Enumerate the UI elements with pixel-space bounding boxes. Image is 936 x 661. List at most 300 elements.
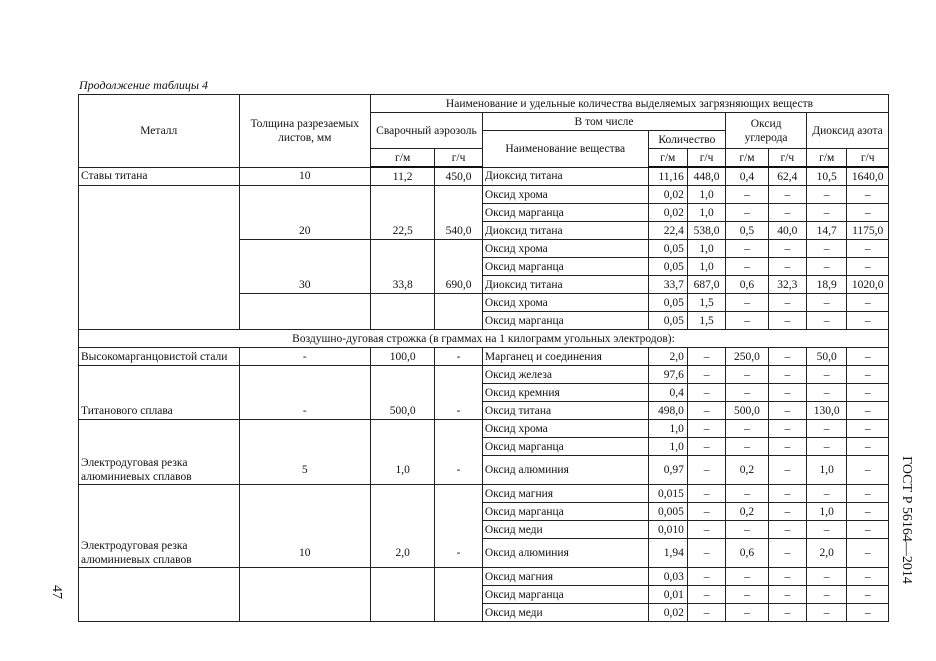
quantity-gm-cell: 0,010 xyxy=(648,521,687,539)
header-unit-gm: г/м xyxy=(726,149,768,168)
no2-gh-cell: – xyxy=(847,503,889,521)
substance-name-cell: Оксид магния xyxy=(482,485,648,503)
header-unit-gm: г/м xyxy=(371,149,435,168)
co-gh-cell: – xyxy=(768,402,806,420)
no2-gh-cell: 1175,0 xyxy=(847,222,889,240)
substance-name-cell: Диоксид титана xyxy=(482,167,648,186)
header-metal: Металл xyxy=(79,95,240,168)
aerosol-gm-cell: 2,0 xyxy=(371,539,435,568)
aerosol-gm-cell: 100,0 xyxy=(371,348,435,366)
thickness-cell xyxy=(239,186,371,204)
metal-cell xyxy=(79,294,240,312)
aerosol-gh-cell xyxy=(435,258,483,276)
metal-cell xyxy=(79,438,240,456)
metal-cell: Высокомарганцовистой стали xyxy=(79,348,240,366)
thickness-cell xyxy=(239,586,371,604)
quantity-gh-cell: 1,5 xyxy=(687,312,725,330)
co-gm-cell: – xyxy=(726,604,768,622)
quantity-gm-cell: 22,4 xyxy=(648,222,687,240)
co-gm-cell: – xyxy=(726,586,768,604)
no2-gh-cell: – xyxy=(847,604,889,622)
aerosol-gm-cell xyxy=(371,384,435,402)
header-thickness: Толщина разрезаемых листов, мм xyxy=(239,95,371,168)
substance-name-cell: Оксид марганца xyxy=(482,258,648,276)
no2-gh-cell: – xyxy=(847,348,889,366)
thickness-cell xyxy=(239,366,371,384)
header-unit-gh: г/ч xyxy=(687,149,725,168)
header-substances-title: Наименование и удельные количества выделяемых загрязняющих веществ xyxy=(371,95,889,113)
metal-cell xyxy=(79,222,240,240)
quantity-gh-cell: 538,0 xyxy=(687,222,725,240)
no2-gm-cell: – xyxy=(806,384,846,402)
quantity-gm-cell: 0,02 xyxy=(648,204,687,222)
aerosol-gm-cell xyxy=(371,485,435,503)
metal-cell xyxy=(79,240,240,258)
table-body-part2 xyxy=(79,348,889,622)
no2-gm-cell: – xyxy=(806,186,846,204)
no2-gm-cell: – xyxy=(806,204,846,222)
co-gh-cell: – xyxy=(768,312,806,330)
no2-gh-cell: 1020,0 xyxy=(847,276,889,294)
thickness-cell xyxy=(239,240,371,258)
metal-cell xyxy=(79,604,240,622)
table-row xyxy=(79,521,889,539)
thickness-cell xyxy=(239,568,371,586)
thickness-cell xyxy=(239,438,371,456)
co-gm-cell: 0,5 xyxy=(726,222,768,240)
no2-gm-cell: 130,0 xyxy=(806,402,846,420)
metal-cell xyxy=(79,312,240,330)
table-row xyxy=(79,384,889,402)
aerosol-gh-cell xyxy=(435,521,483,539)
table-row xyxy=(79,222,889,240)
thickness-cell: 30 xyxy=(239,276,371,294)
table-row xyxy=(79,204,889,222)
co-gm-cell: 0,2 xyxy=(726,456,768,485)
quantity-gh-cell: – xyxy=(687,485,725,503)
aerosol-gm-cell: 11,2 xyxy=(371,167,435,186)
quantity-gh-cell: – xyxy=(687,503,725,521)
quantity-gh-cell: 1,5 xyxy=(687,294,725,312)
table-row xyxy=(79,312,889,330)
thickness-cell xyxy=(239,420,371,438)
metal-cell xyxy=(79,568,240,586)
substance-name-cell: Оксид марганца xyxy=(482,503,648,521)
table-row xyxy=(79,186,889,204)
quantity-gm-cell: 2,0 xyxy=(648,348,687,366)
no2-gh-cell: – xyxy=(847,586,889,604)
metal-cell xyxy=(79,366,240,384)
no2-gm-cell: – xyxy=(806,366,846,384)
table-row xyxy=(79,258,889,276)
table-row xyxy=(79,438,889,456)
co-gm-cell: – xyxy=(726,438,768,456)
aerosol-gh-cell xyxy=(435,420,483,438)
quantity-gm-cell: 0,005 xyxy=(648,503,687,521)
thickness-cell xyxy=(239,258,371,276)
no2-gm-cell: – xyxy=(806,604,846,622)
substance-name-cell: Оксид хрома xyxy=(482,294,648,312)
aerosol-gh-cell: - xyxy=(435,456,483,485)
co-gh-cell: 32,3 xyxy=(768,276,806,294)
co-gm-cell: – xyxy=(726,521,768,539)
quantity-gh-cell: 1,0 xyxy=(687,258,725,276)
table-row xyxy=(79,485,889,503)
quantity-gm-cell: 0,05 xyxy=(648,240,687,258)
substance-name-cell: Оксид марганца xyxy=(482,312,648,330)
co-gh-cell: 62,4 xyxy=(768,167,806,186)
substance-name-cell: Диоксид титана xyxy=(482,222,648,240)
co-gh-cell: – xyxy=(768,240,806,258)
co-gm-cell: – xyxy=(726,294,768,312)
quantity-gm-cell: 1,94 xyxy=(648,539,687,568)
table-body-part1 xyxy=(79,167,889,330)
aerosol-gm-cell: 22,5 xyxy=(371,222,435,240)
aerosol-gm-cell xyxy=(371,366,435,384)
no2-gh-cell: 1640,0 xyxy=(847,167,889,186)
quantity-gh-cell: – xyxy=(687,438,725,456)
co-gh-cell: – xyxy=(768,366,806,384)
aerosol-gh-cell xyxy=(435,586,483,604)
thickness-cell: 10 xyxy=(239,167,371,186)
thickness-cell xyxy=(239,384,371,402)
quantity-gm-cell: 0,03 xyxy=(648,568,687,586)
aerosol-gm-cell xyxy=(371,521,435,539)
header-quantity: Количество xyxy=(648,131,726,149)
no2-gm-cell: – xyxy=(806,485,846,503)
aerosol-gm-cell xyxy=(371,568,435,586)
co-gh-cell: – xyxy=(768,384,806,402)
substance-name-cell: Марганец и соединения xyxy=(482,348,648,366)
quantity-gm-cell: 33,7 xyxy=(648,276,687,294)
co-gm-cell: – xyxy=(726,384,768,402)
substance-name-cell: Оксид марганца xyxy=(482,586,648,604)
substance-name-cell: Оксид меди xyxy=(482,604,648,622)
quantity-gm-cell: 0,01 xyxy=(648,586,687,604)
metal-cell xyxy=(79,258,240,276)
co-gh-cell: – xyxy=(768,294,806,312)
metal-cell xyxy=(79,586,240,604)
substance-name-cell: Оксид алюминия xyxy=(482,456,648,485)
no2-gh-cell: – xyxy=(847,568,889,586)
aerosol-gh-cell: - xyxy=(435,348,483,366)
no2-gh-cell: – xyxy=(847,204,889,222)
table-row xyxy=(79,586,889,604)
thickness-cell xyxy=(239,204,371,222)
aerosol-gm-cell xyxy=(371,604,435,622)
no2-gh-cell: – xyxy=(847,539,889,568)
metal-cell xyxy=(79,186,240,204)
thickness-cell: - xyxy=(239,348,371,366)
quantity-gm-cell: 0,4 xyxy=(648,384,687,402)
aerosol-gh-cell xyxy=(435,204,483,222)
co-gh-cell: – xyxy=(768,456,806,485)
aerosol-gm-cell xyxy=(371,186,435,204)
metal-cell xyxy=(79,420,240,438)
table-row xyxy=(79,503,889,521)
co-gh-cell: – xyxy=(768,420,806,438)
co-gm-cell: – xyxy=(726,240,768,258)
no2-gh-cell: – xyxy=(847,294,889,312)
section-row xyxy=(79,330,889,348)
thickness-cell xyxy=(239,503,371,521)
co-gm-cell: 250,0 xyxy=(726,348,768,366)
table-row xyxy=(79,294,889,312)
quantity-gh-cell: – xyxy=(687,456,725,485)
page-number: 47 xyxy=(49,585,64,599)
quantity-gh-cell: – xyxy=(687,586,725,604)
section-row-group xyxy=(79,330,889,348)
no2-gh-cell: – xyxy=(847,456,889,485)
substance-name-cell: Оксид алюминия xyxy=(482,539,648,568)
quantity-gm-cell: 0,97 xyxy=(648,456,687,485)
no2-gm-cell: – xyxy=(806,521,846,539)
table-row xyxy=(79,348,889,366)
quantity-gh-cell: 448,0 xyxy=(687,167,725,186)
aerosol-gh-cell xyxy=(435,294,483,312)
co-gh-cell: – xyxy=(768,438,806,456)
co-gh-cell: – xyxy=(768,604,806,622)
quantity-gh-cell: – xyxy=(687,366,725,384)
co-gh-cell: – xyxy=(768,503,806,521)
aerosol-gh-cell: - xyxy=(435,402,483,420)
substance-name-cell: Диоксид титана xyxy=(482,276,648,294)
table-row xyxy=(79,366,889,384)
thickness-cell: 20 xyxy=(239,222,371,240)
co-gh-cell: – xyxy=(768,521,806,539)
co-gm-cell: – xyxy=(726,568,768,586)
aerosol-gm-cell xyxy=(371,503,435,521)
table-row xyxy=(79,240,889,258)
aerosol-gm-cell xyxy=(371,438,435,456)
thickness-cell xyxy=(239,521,371,539)
no2-gm-cell: 14,7 xyxy=(806,222,846,240)
metal-cell xyxy=(79,521,240,539)
co-gm-cell: – xyxy=(726,366,768,384)
quantity-gm-cell: 0,015 xyxy=(648,485,687,503)
aerosol-gm-cell: 33,8 xyxy=(371,276,435,294)
quantity-gh-cell: – xyxy=(687,384,725,402)
co-gh-cell: – xyxy=(768,539,806,568)
no2-gm-cell: – xyxy=(806,240,846,258)
quantity-gh-cell: – xyxy=(687,348,725,366)
substance-name-cell: Оксид титана xyxy=(482,402,648,420)
metal-cell xyxy=(79,384,240,402)
no2-gh-cell: – xyxy=(847,485,889,503)
quantity-gh-cell: – xyxy=(687,521,725,539)
table-row xyxy=(79,456,889,485)
aerosol-gm-cell xyxy=(371,420,435,438)
no2-gh-cell: – xyxy=(847,240,889,258)
no2-gh-cell: – xyxy=(847,521,889,539)
table-row xyxy=(79,568,889,586)
aerosol-gh-cell: - xyxy=(435,539,483,568)
aerosol-gh-cell xyxy=(435,240,483,258)
co-gm-cell: 0,6 xyxy=(726,276,768,294)
quantity-gm-cell: 1,0 xyxy=(648,438,687,456)
quantity-gh-cell: – xyxy=(687,604,725,622)
co-gh-cell: – xyxy=(768,186,806,204)
co-gm-cell: 0,4 xyxy=(726,167,768,186)
no2-gm-cell: – xyxy=(806,420,846,438)
no2-gm-cell: – xyxy=(806,312,846,330)
quantity-gh-cell: – xyxy=(687,420,725,438)
metal-cell: Ставы титана xyxy=(79,167,240,186)
header-including: В том числе xyxy=(482,113,725,131)
no2-gm-cell: 10,5 xyxy=(806,167,846,186)
aerosol-gm-cell xyxy=(371,240,435,258)
co-gh-cell: – xyxy=(768,348,806,366)
header-substance-name: Наименование вещества xyxy=(482,131,648,168)
co-gh-cell: 40,0 xyxy=(768,222,806,240)
aerosol-gm-cell xyxy=(371,312,435,330)
thickness-cell xyxy=(239,485,371,503)
no2-gh-cell: – xyxy=(847,312,889,330)
co-gh-cell: – xyxy=(768,258,806,276)
thickness-cell xyxy=(239,604,371,622)
substance-name-cell: Оксид меди xyxy=(482,521,648,539)
metal-cell xyxy=(79,204,240,222)
aerosol-gh-cell xyxy=(435,366,483,384)
table-row xyxy=(79,402,889,420)
header-unit-gh: г/ч xyxy=(768,149,806,168)
quantity-gm-cell: 498,0 xyxy=(648,402,687,420)
header-unit-gh: г/ч xyxy=(847,149,889,168)
no2-gh-cell: – xyxy=(847,384,889,402)
co-gh-cell: – xyxy=(768,485,806,503)
aerosol-gh-cell: 540,0 xyxy=(435,222,483,240)
aerosol-gh-cell xyxy=(435,312,483,330)
substance-name-cell: Оксид хрома xyxy=(482,186,648,204)
aerosol-gm-cell: 1,0 xyxy=(371,456,435,485)
substance-name-cell: Оксид кремния xyxy=(482,384,648,402)
aerosol-gm-cell xyxy=(371,294,435,312)
gost-code: ГОСТ Р 56164—2014 xyxy=(899,456,914,584)
no2-gm-cell: 50,0 xyxy=(806,348,846,366)
quantity-gm-cell: 0,05 xyxy=(648,294,687,312)
quantity-gh-cell: 1,0 xyxy=(687,204,725,222)
no2-gm-cell: – xyxy=(806,586,846,604)
quantity-gm-cell: 0,02 xyxy=(648,186,687,204)
substance-name-cell: Оксид хрома xyxy=(482,420,648,438)
no2-gh-cell: – xyxy=(847,366,889,384)
quantity-gh-cell: 1,0 xyxy=(687,186,725,204)
no2-gh-cell: – xyxy=(847,186,889,204)
header-co: Оксид углерода xyxy=(726,113,807,149)
substance-name-cell: Оксид марганца xyxy=(482,204,648,222)
quantity-gh-cell: – xyxy=(687,568,725,586)
no2-gm-cell: 1,0 xyxy=(806,503,846,521)
co-gm-cell: – xyxy=(726,420,768,438)
table-row xyxy=(79,420,889,438)
no2-gm-cell: – xyxy=(806,258,846,276)
aerosol-gm-cell xyxy=(371,204,435,222)
no2-gm-cell: – xyxy=(806,568,846,586)
metal-cell xyxy=(79,503,240,521)
aerosol-gh-cell: 690,0 xyxy=(435,276,483,294)
substance-name-cell: Оксид марганца xyxy=(482,438,648,456)
section-title: Воздушно-дуговая строжка (в граммах на 1 килограмм угольных электродов): xyxy=(79,330,889,348)
aerosol-gm-cell xyxy=(371,586,435,604)
header-unit-gm: г/м xyxy=(648,149,687,168)
quantity-gm-cell: 11,16 xyxy=(648,167,687,186)
aerosol-gh-cell xyxy=(435,503,483,521)
aerosol-gm-cell xyxy=(371,258,435,276)
aerosol-gh-cell xyxy=(435,485,483,503)
thickness-cell xyxy=(239,312,371,330)
quantity-gh-cell: 687,0 xyxy=(687,276,725,294)
quantity-gm-cell: 0,05 xyxy=(648,258,687,276)
co-gm-cell: – xyxy=(726,204,768,222)
thickness-cell: - xyxy=(239,402,371,420)
no2-gh-cell: – xyxy=(847,420,889,438)
aerosol-gh-cell xyxy=(435,186,483,204)
table-row xyxy=(79,539,889,568)
no2-gm-cell: 2,0 xyxy=(806,539,846,568)
emissions-table xyxy=(78,94,889,622)
co-gm-cell: – xyxy=(726,258,768,276)
thickness-cell: 5 xyxy=(239,456,371,485)
no2-gm-cell: 1,0 xyxy=(806,456,846,485)
no2-gm-cell: – xyxy=(806,294,846,312)
header-unit-gh: г/ч xyxy=(435,149,483,168)
co-gh-cell: – xyxy=(768,204,806,222)
co-gm-cell: – xyxy=(726,186,768,204)
metal-cell: Электродуговая резка алюминиевых сплавов xyxy=(79,539,240,568)
table-continuation-label: Продолжение таблицы 4 xyxy=(79,78,209,92)
aerosol-gh-cell xyxy=(435,438,483,456)
no2-gh-cell: – xyxy=(847,258,889,276)
header-no2: Диоксид азота xyxy=(806,113,888,149)
table-row xyxy=(79,604,889,622)
no2-gm-cell: – xyxy=(806,438,846,456)
quantity-gh-cell: – xyxy=(687,539,725,568)
quantity-gh-cell: 1,0 xyxy=(687,240,725,258)
header-aerosol: Сварочный аэрозоль xyxy=(371,113,483,149)
table-header xyxy=(79,95,889,168)
quantity-gh-cell: – xyxy=(687,402,725,420)
metal-cell xyxy=(79,276,240,294)
substance-name-cell: Оксид магния xyxy=(482,568,648,586)
table-row xyxy=(79,167,889,186)
quantity-gm-cell: 0,05 xyxy=(648,312,687,330)
thickness-cell xyxy=(239,294,371,312)
no2-gh-cell: – xyxy=(847,402,889,420)
aerosol-gh-cell: 450,0 xyxy=(435,167,483,186)
aerosol-gm-cell: 500,0 xyxy=(371,402,435,420)
no2-gm-cell: 18,9 xyxy=(806,276,846,294)
quantity-gm-cell: 1,0 xyxy=(648,420,687,438)
no2-gh-cell: – xyxy=(847,438,889,456)
co-gh-cell: – xyxy=(768,568,806,586)
substance-name-cell: Оксид хрома xyxy=(482,240,648,258)
quantity-gm-cell: 97,6 xyxy=(648,366,687,384)
co-gm-cell: 500,0 xyxy=(726,402,768,420)
metal-cell xyxy=(79,485,240,503)
co-gm-cell: 0,6 xyxy=(726,539,768,568)
co-gm-cell: – xyxy=(726,485,768,503)
aerosol-gh-cell xyxy=(435,604,483,622)
thickness-cell: 10 xyxy=(239,539,371,568)
table-row xyxy=(79,276,889,294)
quantity-gm-cell: 0,02 xyxy=(648,604,687,622)
co-gm-cell: – xyxy=(726,312,768,330)
aerosol-gh-cell xyxy=(435,568,483,586)
header-unit-gm: г/м xyxy=(806,149,846,168)
aerosol-gh-cell xyxy=(435,384,483,402)
metal-cell: Электродуговая резка алюминиевых сплавов xyxy=(79,456,240,485)
metal-cell: Титанового сплава xyxy=(79,402,240,420)
